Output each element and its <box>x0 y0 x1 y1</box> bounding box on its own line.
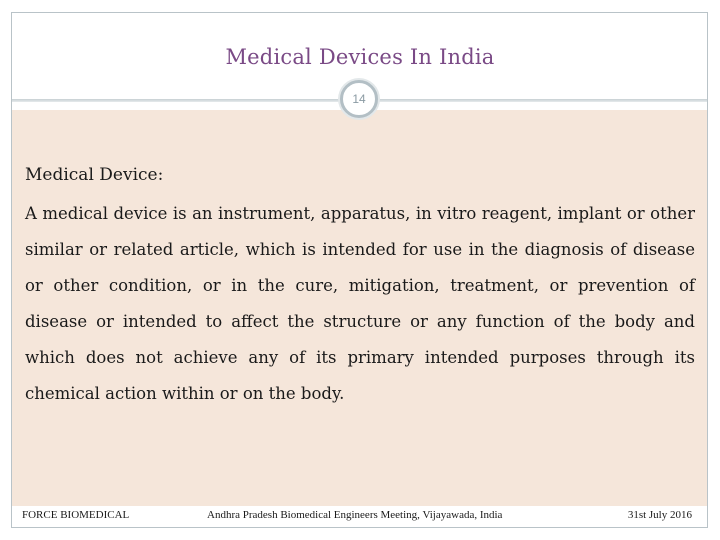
slide-title: Medical Devices In India <box>225 45 495 69</box>
footer-date: 31st July 2016 <box>627 509 692 521</box>
slide-footer <box>12 506 707 527</box>
section-heading: Medical Device: <box>25 165 164 185</box>
definition-paragraph: A medical device is an instrument, apparatus, in vitro reagent, implant or other similar or related article, which is intended for use in the diagnosis of disease or other condition, or in the cure, mitigation, treatment, or prevention of disease or intended to affect the structure or any function of the body and which does not achieve any of its primary intended purposes through its chemical action within or on the body. <box>25 204 695 403</box>
footer-organization: FORCE BIOMEDICAL <box>22 509 130 521</box>
footer-event: Andhra Pradesh Biomedical Engineers Meeting, Vijayawada, India <box>207 509 503 521</box>
slide-number-badge: 14 <box>340 80 378 118</box>
